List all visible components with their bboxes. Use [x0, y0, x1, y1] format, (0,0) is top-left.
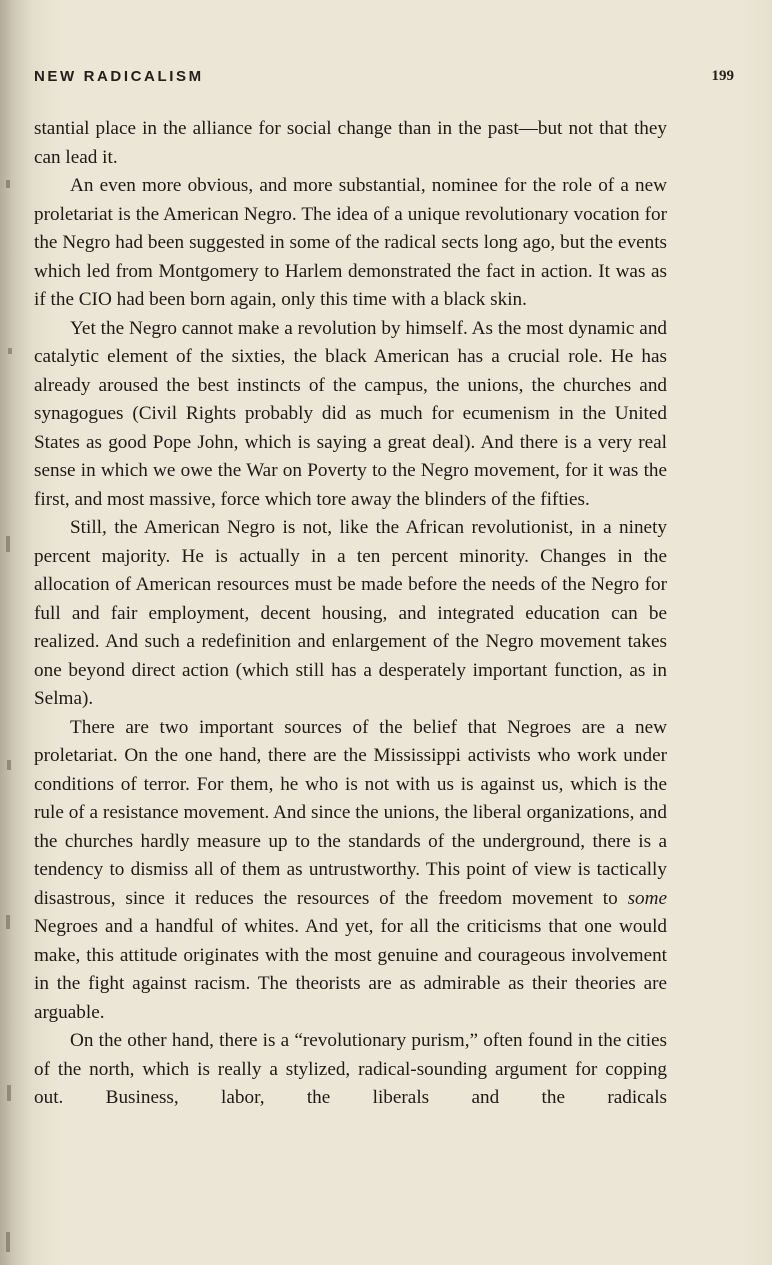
- text-line: been born again, only this time with a black skin.: [149, 289, 527, 310]
- text-line: On the other hand, there is a “revolutionary purism,” often found: [70, 1030, 573, 1051]
- body-text: [34, 115, 667, 1113]
- paragraph: [34, 172, 667, 315]
- gutter-shadow-mark: [6, 1232, 10, 1252]
- text-line: a crucial role. He has already aroused the best instincts of the campus,: [34, 346, 668, 396]
- text-line: the unions, the churches and synagogues (Civil Rights probably did: [34, 374, 668, 424]
- gutter-shadow-mark: [6, 180, 10, 188]
- text-line: unions, the liberal organizations, and the churches hardly measure up to: [34, 802, 667, 852]
- text-line: Yet the Negro cannot make a revolution by himself. As the most: [70, 317, 564, 339]
- text-line: revolutionary vocation for the Negro had been suggested in some of the: [34, 203, 668, 253]
- text-line: dynamic and catalytic element of the sixties, the black American has: [34, 317, 668, 367]
- text-line: is saying a great deal). And there is a very real sense in which we owe: [34, 431, 667, 481]
- paragraph: [34, 514, 667, 714]
- running-head: NEW RADICALISM: [34, 68, 204, 85]
- gutter-shadow-mark: [8, 348, 12, 354]
- text-line: it reduces the resources of the freedom movement to: [174, 887, 628, 909]
- text-line: argument for copping out. Business, labor, the liberals and the radicals: [34, 1058, 668, 1108]
- text-line: the needs of the Negro for full and fair employment, decent housing,: [34, 574, 667, 624]
- text-line: new proletariat. On the one hand, there are the Mississippi activists: [34, 716, 667, 766]
- text-line: Changes in the allocation of American resources must be made before: [34, 545, 668, 595]
- text-line: as their theories are arguable.: [34, 973, 667, 1023]
- gutter-shadow-mark: [6, 536, 10, 552]
- paragraph: [34, 115, 667, 172]
- text-line: them as untrustworthy. This point of view is tactically disastrous, since: [34, 859, 667, 909]
- text-line: Negroes and: [34, 916, 133, 937]
- text-line: There are two important sources of the belief that Negroes are a: [70, 716, 625, 738]
- text-line: and enlargement of the Negro movement takes one beyond direct: [34, 631, 667, 681]
- gutter-shadow-mark: [7, 1085, 11, 1101]
- text-line: involvement in the fight against racism. The theorists are as admirable: [34, 944, 668, 994]
- text-line: make, this attitude originates with the most genuine and courageous: [34, 944, 566, 966]
- paragraph: [34, 1027, 667, 1113]
- text-line: Harlem demonstrated the fact in action. It was as if the CIO had: [34, 260, 668, 310]
- text-line: a ninety percent majority. He is actually in a ten percent minority.: [34, 517, 667, 567]
- text-line: stantial place in the alliance for social change than in the past—but not: [34, 118, 593, 139]
- text-line: the War on Poverty to the Negro movement, for it was the first, and: [34, 460, 668, 510]
- page-header: [34, 68, 734, 92]
- text-line: most massive, force which tore away the blinders of the fifties.: [107, 488, 590, 510]
- paragraph: [34, 315, 667, 515]
- text-line: radical sects long ago, but the events which led from Montgomery to: [34, 232, 667, 282]
- gutter-shadow-mark: [7, 760, 11, 770]
- text-line: An even more obvious, and more substantial, nominee for the: [70, 175, 557, 196]
- text-line: role of a new proletariat is the American Negro. The idea of a unique: [34, 175, 667, 225]
- text-line: action (which still has a desperately important function, as in Selma).: [34, 659, 668, 709]
- paragraph: [34, 714, 667, 1028]
- text-line: in the cities of the north, which is really a stylized, radical-sounding: [34, 1030, 668, 1080]
- emphasis-word: some: [627, 887, 667, 909]
- text-line: a handful of whites. And yet, for all the criticisms that one would: [139, 916, 667, 937]
- text-line: that they can lead it.: [34, 118, 667, 168]
- page-number: 199: [711, 68, 734, 84]
- text-line: the standards of the underground, there is a tendency to dismiss all of: [34, 830, 667, 880]
- text-line: who work under conditions of terror. For them, he who is not with us is: [34, 745, 667, 795]
- text-line: Still, the American Negro is not, like the African revolutionist, in: [70, 517, 596, 538]
- text-line: against us, which is the rule of a resistance movement. And since the: [34, 773, 667, 823]
- text-line: as much for ecumenism in the United States as good Pope John, which: [34, 403, 667, 453]
- gutter-shadow-mark: [6, 915, 10, 929]
- text-line: and integrated education can be realized. And such a redefinition: [34, 602, 668, 652]
